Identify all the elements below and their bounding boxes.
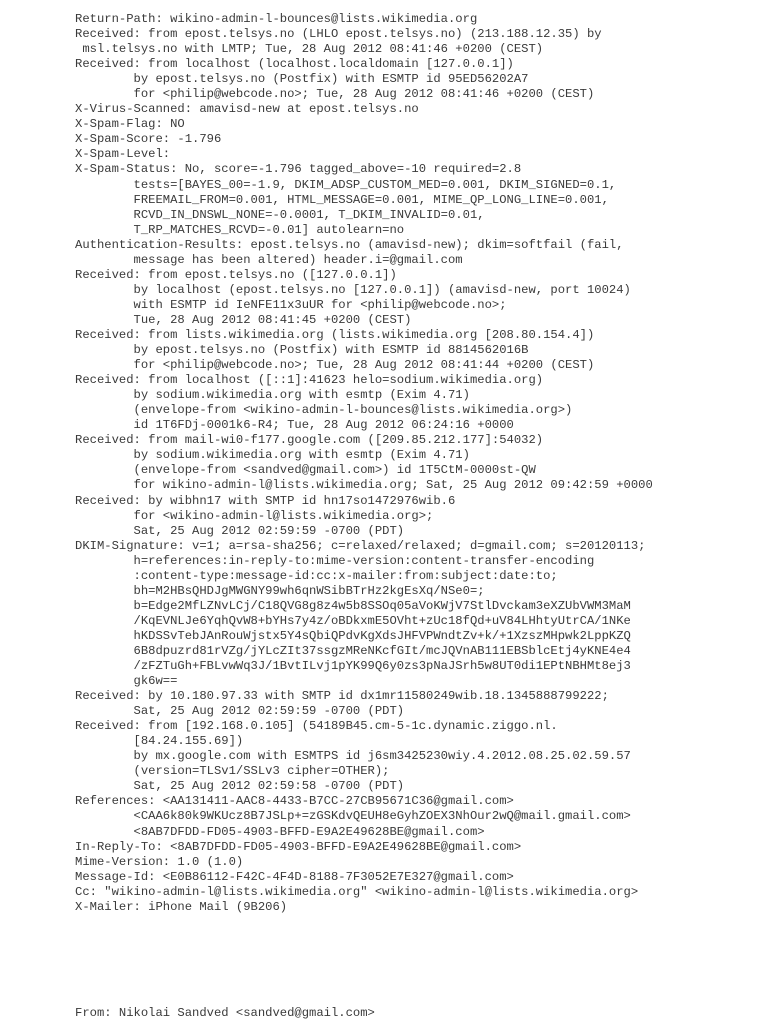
- header-line: [84.24.155.69]): [75, 734, 244, 749]
- header-line: RCVD_IN_DNSWL_NONE=-0.0001, T_DKIM_INVALID=0.01,: [75, 207, 485, 222]
- header-line: Message-Id: <E0B86112-F42C-4F4D-8188-7F3052E7E327@gmail.com>: [75, 869, 514, 884]
- header-line: Tue, 28 Aug 2012 08:41:45 +0200 (CEST): [75, 312, 412, 327]
- header-line: T_RP_MATCHES_RCVD=-0.01] autolearn=no: [75, 222, 405, 237]
- header-line: X-Virus-Scanned: amavisd-new at epost.telsys.no: [75, 102, 419, 117]
- header-line: Received: by wibhn17 with SMTP id hn17so1472976wib.6: [75, 493, 456, 508]
- header-line: FREEMAIL_FROM=0.001, HTML_MESSAGE=0.001, MIME_QP_LONG_LINE=0.001,: [75, 192, 609, 207]
- header-line: hKDSSvTebJAnRouWjstx5Y4sQbiQPdvKgXdsJHFVPWndtZv+k/+1XzszMHpwk2LppKZQ: [75, 628, 631, 643]
- header-line: id 1T6FDj-0001k6-R4; Tue, 28 Aug 2012 06:24:16 +0000: [75, 418, 514, 433]
- header-line: /zFZTuGh+FBLvwWq3J/1BvtILvj1pYK99Q6y0zs3pNaJSrh5w8UT0di1EPtNBHMt8ej3: [75, 659, 631, 674]
- header-line: by epost.telsys.no (Postfix) with ESMTP id 8814562016B: [75, 343, 529, 358]
- header-line: by sodium.wikimedia.org with esmtp (Exim 4.71): [75, 448, 470, 463]
- header-line: :content-type:message-id:cc:x-mailer:from:subject:date:to;: [75, 568, 558, 583]
- header-line: message has been altered) header.i=@gmail.com: [75, 252, 463, 267]
- header-line: (envelope-from <wikino-admin-l-bounces@lists.wikimedia.org>): [75, 403, 573, 418]
- header-line: for <wikino-admin-l@lists.wikimedia.org>;: [75, 508, 434, 523]
- header-line: gk6w==: [75, 674, 178, 689]
- header-line: X-Spam-Score: -1.796: [75, 132, 222, 147]
- header-line: msl.telsys.no with LMTP; Tue, 28 Aug 2012 08:41:46 +0200 (CEST): [75, 42, 544, 57]
- header-line: In-Reply-To: <8AB7DFDD-FD05-4903-BFFD-E9A2E49628BE@gmail.com>: [75, 839, 522, 854]
- header-line: X-Spam-Flag: NO: [75, 117, 185, 132]
- header-line: with ESMTP id IeNFE11x3uUR for <philip@webcode.no>;: [75, 297, 507, 312]
- header-line: 6B8dpuzrd81rVZg/jYLcZIt37ssgzMReNKcfGIt/mcJQVnAB111EBSblcEtj4yKNE4e4: [75, 643, 631, 658]
- header-line: DKIM-Signature: v=1; a=rsa-sha256; c=relaxed/relaxed; d=gmail.com; s=20120113;: [75, 538, 646, 553]
- header-line: by localhost (epost.telsys.no [127.0.0.1]) (amavisd-new, port 10024): [75, 282, 631, 297]
- header-line: Received: from lists.wikimedia.org (lists.wikimedia.org [208.80.154.4]): [75, 327, 595, 342]
- header-line: Received: from localhost (localhost.localdomain [127.0.0.1]): [75, 57, 514, 72]
- header-line: Sat, 25 Aug 2012 02:59:59 -0700 (PDT): [75, 523, 405, 538]
- email-raw-headers: [75, 12, 755, 915]
- header-line: <CAA6k80k9WKUcz8B7JSLp+=zGSKdvQEUH8eGyhZOEX3NhOur2wQ@mail.gmail.com>: [75, 809, 631, 824]
- header-line: Return-Path: wikino-admin-l-bounces@lists.wikimedia.org: [75, 12, 478, 26]
- header-line: X-Spam-Level:: [75, 147, 171, 162]
- header-line: Cc: "wikino-admin-l@lists.wikimedia.org" <wikino-admin-l@lists.wikimedia.org>: [75, 884, 639, 899]
- header-line: Received: from [192.168.0.105] (54189B45.cm-5-1c.dynamic.ziggo.nl.: [75, 719, 558, 734]
- header-line: b=Edge2MfLZNvLCj/C18QVG8g8z4w5b8SSOq05aVoKWjV7StlDvckam3eXZUbVWM3MaM: [75, 598, 631, 613]
- header-line: by sodium.wikimedia.org with esmtp (Exim 4.71): [75, 388, 470, 403]
- header-line: /KqEVNLJe6YqhQvW8+bYHs7y4z/oBDkxmE5OVht+zUc18fQd+uV84LHhtyUtrCA/1NKe: [75, 613, 631, 628]
- header-line: Received: from localhost ([::1]:41623 helo=sodium.wikimedia.org): [75, 373, 544, 388]
- header-line: Sat, 25 Aug 2012 02:59:59 -0700 (PDT): [75, 704, 405, 719]
- header-line: by epost.telsys.no (Postfix) with ESMTP id 95ED56202A7: [75, 72, 529, 87]
- header-line: Received: from mail-wi0-f177.google.com ([209.85.212.177]:54032): [75, 433, 544, 448]
- header-line: by mx.google.com with ESMTPS id j6sm3425230wiy.4.2012.08.25.02.59.57: [75, 749, 631, 764]
- header-line: Mime-Version: 1.0 (1.0): [75, 854, 244, 869]
- header-line: for wikino-admin-l@lists.wikimedia.org; Sat, 25 Aug 2012 09:42:59 +0000: [75, 478, 653, 493]
- header-line: bh=M2HBsQHDJgMWGNY99wh6qnWSibBTrHz2kgEsXq/NSe0=;: [75, 583, 485, 598]
- header-line: Received: by 10.180.97.33 with SMTP id dx1mr11580249wib.18.1345888799222;: [75, 689, 609, 704]
- header-line: (envelope-from <sandved@gmail.com>) id 1T5CtM-0000st-QW: [75, 463, 536, 478]
- header-line: (version=TLSv1/SSLv3 cipher=OTHER);: [75, 764, 390, 779]
- header-line: Authentication-Results: epost.telsys.no (amavisd-new); dkim=softfail (fail,: [75, 237, 624, 252]
- header-line: for <philip@webcode.no>; Tue, 28 Aug 2012 08:41:44 +0200 (CEST): [75, 358, 595, 373]
- header-line: Received: from epost.telsys.no (LHLO epost.telsys.no) (213.188.12.35) by: [75, 27, 602, 42]
- header-line: tests=[BAYES_00=-1.9, DKIM_ADSP_CUSTOM_MED=0.001, DKIM_SIGNED=0.1,: [75, 177, 617, 192]
- header-line: References: <AA131411-AAC8-4433-B7CC-27CB95671C36@gmail.com>: [75, 794, 514, 809]
- header-line: Received: from epost.telsys.no ([127.0.0.1]): [75, 267, 397, 282]
- header-line: X-Mailer: iPhone Mail (9B206): [75, 899, 288, 914]
- header-line: <8AB7DFDD-FD05-4903-BFFD-E9A2E49628BE@gmail.com>: [75, 824, 485, 839]
- header-line: Sat, 25 Aug 2012 02:59:58 -0700 (PDT): [75, 779, 405, 794]
- from-header-line: From: Nikolai Sandved <sandved@gmail.com>: [75, 1006, 375, 1020]
- header-line: h=references:in-reply-to:mime-version:content-transfer-encoding: [75, 553, 595, 568]
- header-line: X-Spam-Status: No, score=-1.796 tagged_above=-10 required=2.8: [75, 162, 522, 177]
- header-line: for <philip@webcode.no>; Tue, 28 Aug 2012 08:41:46 +0200 (CEST): [75, 87, 595, 102]
